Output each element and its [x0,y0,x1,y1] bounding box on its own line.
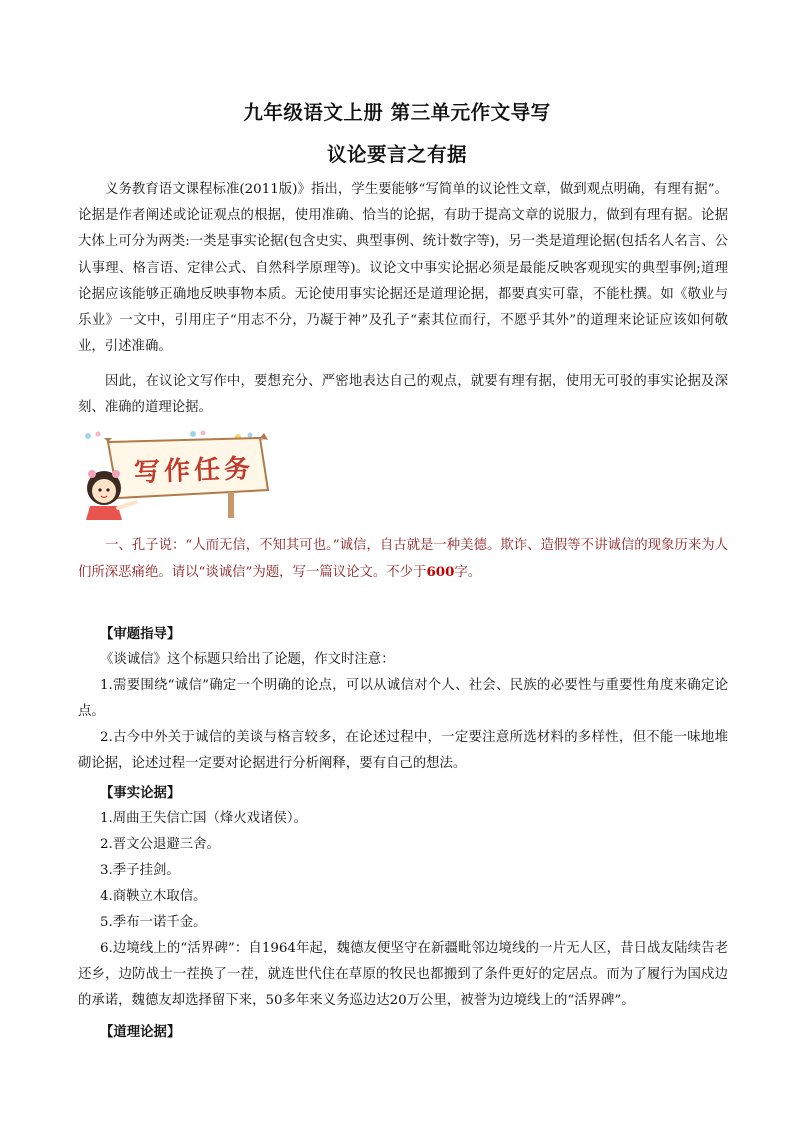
task-text-end: 字。 [454,565,482,581]
fact-item-6: 6.边境线上的“活界碑”：自1964年起，魏德友便坚守在新疆毗邻边境线的一片无人区，昔日战友陆续告老还乡，边防战士一茬换了一茬，就连世代住在草原的牧民也都搬到了条件更好的定居点。而为了履行为国戍边的承诺，魏德友却选择留下来，50多年来义务巡边达20万公里，被誉为边境线上的“活界碑”。 [78,941,728,1009]
task-word-count: 600 [426,564,455,581]
task-text: 一、孔子说：“人而无信，不知其可也。”诚信，自古就是一种美德。欺诈、造假等不讲诚信的现象历来为人们所深恶痛绝。请以“谈诚信”为题，写一篇议论文。不少于 [78,538,728,581]
guidance-heading: 【审题指导】 [100,627,181,642]
banner-label: 写作任务 [133,453,255,489]
page-subtitle: 议论要言之有据 [326,143,467,166]
facts-heading: 【事实论据】 [100,786,181,801]
fact-item-3: 3.季子挂剑。 [100,863,180,878]
intro-paragraph-1: 义务教育语文课程标准(2011版)》指出，学生要能够“写简单的议论性文章，做到观点明确，有理有据”。论据是作者阐述或论证观点的根据，使用准确、恰当的论据，有助于提高文章的说服力，做到有理有据。论据大体上可分为两类:一类是事实论据(包含史实、典型事例、统计数字等)，另一类是道理论据(包括名人名言、公认事理、格言语、定律公式、自然科学原理等)。议论文中事实论据必须是最能反映客观现实的典型事例;道理论据应该能够正确地反映事物本质。无论使用事实论据还是道理论据，都要真实可靠，不能杜撰。如《敬业与乐业》一文中，引用庄子“用志不分，乃凝于神”及孔子“素其位而行，不愿乎其外”的道理来论证应该如何敬业，引述准确。 [78,182,728,355]
writing-task-banner [78,428,278,520]
fact-item-1: 1.周曲王失信亡国（烽火戏诸侯）。 [100,811,307,826]
guidance-line-2: 1.需要围绕“诚信”确定一个明确的论点，可以从诚信对个人、社会、民族的必要性与重要性角度来确定论点。 [78,678,728,720]
fact-item-4: 4.商鞅立木取信。 [100,889,207,904]
fact-item-5: 5.季布一诺千金。 [100,915,207,930]
page-title: 九年级语文上册 第三单元作文导写 [243,101,551,124]
fact-item-2: 2.晋文公退避三舍。 [100,837,220,852]
writing-task-prompt [78,533,728,586]
reasons-heading: 【道理论据】 [100,1025,181,1040]
guidance-line-3: 2.古今中外关于诚信的美谈与格言较多，在论述过程中，一定要注意所选材料的多样性，但不能一味地堆砌论据，论述过程一定要对论据进行分析阐释，要有自己的想法。 [78,730,728,772]
guidance-line-1: 《谈诚信》这个标题只给出了论题，作文时注意： [100,652,395,667]
intro-paragraph-2: 因此，在议论文写作中，要想充分、严密地表达自己的观点，就要有理有据，使用无可驳的事实论据及深刻、准确的道理论据。 [78,374,728,416]
